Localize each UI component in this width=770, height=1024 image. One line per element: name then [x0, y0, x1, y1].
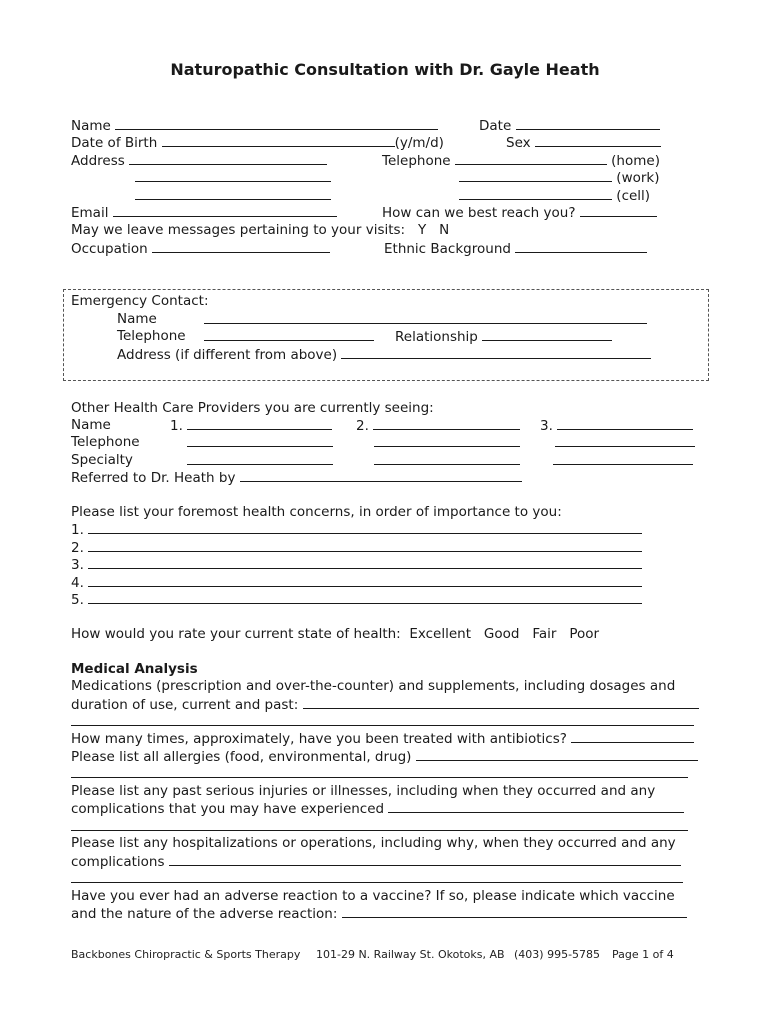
- injuries-field[interactable]: [388, 800, 684, 813]
- occupation-field[interactable]: [152, 240, 330, 253]
- reach-label: How can we best reach you?: [382, 204, 657, 221]
- provider-1-specialty-field[interactable]: [187, 452, 333, 465]
- emergency-name-line: [204, 311, 647, 328]
- reach-field[interactable]: [580, 204, 657, 217]
- dob-label: Date of Birth (y/m/d): [71, 135, 444, 151]
- sex-field[interactable]: [535, 134, 661, 147]
- medications-text: Medications (prescription and over-the-counter) and supplements, including dosages and: [71, 678, 676, 694]
- rate-health: How would you rate your current state of health: Excellent Good Fair Poor: [71, 626, 600, 642]
- emergency-relationship-label: Relationship: [395, 328, 612, 345]
- address-field-2[interactable]: [135, 169, 331, 182]
- vaccine-text: Have you ever had an adverse reaction to a vaccine? If so, please indicate which vaccine: [71, 888, 675, 904]
- provider-3-specialty-field[interactable]: [553, 452, 693, 465]
- emergency-relationship-field[interactable]: [482, 328, 612, 341]
- provider-1-name: 1.: [170, 417, 332, 434]
- messages-label: May we leave messages pertaining to your visits: Y N: [71, 222, 450, 238]
- concern-field-3[interactable]: [88, 556, 642, 569]
- emergency-address-field[interactable]: [341, 346, 651, 359]
- providers-telephone-label: Telephone: [71, 434, 140, 450]
- no-option[interactable]: N: [439, 222, 450, 238]
- provider-3-telephone: [555, 434, 695, 451]
- sex-label: Sex: [506, 134, 661, 151]
- address-label: Address: [71, 152, 327, 169]
- name-field[interactable]: [115, 117, 438, 130]
- allergies-field[interactable]: [416, 748, 698, 761]
- referred-field[interactable]: [240, 469, 522, 482]
- concern-field-1[interactable]: [88, 521, 642, 534]
- allergies-field-2[interactable]: [71, 765, 688, 778]
- footer-clinic: Backbones Chiropractic & Sports Therapy: [71, 948, 301, 961]
- rate-option-excellent[interactable]: Excellent: [409, 626, 472, 642]
- rate-option-good[interactable]: Good: [483, 626, 520, 642]
- rate-option-fair[interactable]: Fair: [532, 626, 557, 642]
- medications-line: [71, 713, 694, 730]
- provider-3-name: 3.: [540, 417, 693, 434]
- home-phone-field[interactable]: [455, 152, 607, 165]
- medications-field[interactable]: [303, 696, 699, 709]
- occupation-label: Occupation: [71, 240, 330, 257]
- allergies-label: Please list all allergies (food, environmental, drug): [71, 748, 698, 765]
- date-label: Date: [479, 117, 660, 134]
- work-phone-field[interactable]: [459, 169, 612, 182]
- provider-1-name-field[interactable]: [187, 417, 332, 430]
- emergency-name-label: Name: [117, 311, 157, 327]
- dob-field[interactable]: [162, 134, 395, 147]
- concern-item: 4.: [71, 574, 642, 591]
- telephone-label: Telephone (home): [382, 153, 660, 169]
- concern-item: 1.: [71, 521, 642, 538]
- referred-label: Referred to Dr. Heath by: [71, 469, 522, 486]
- yes-option[interactable]: Y: [417, 222, 427, 238]
- concerns-heading: Please list your foremost health concerns, in order of importance to you:: [71, 504, 562, 520]
- provider-1-specialty: [187, 452, 333, 469]
- hospitalizations-field[interactable]: [169, 853, 681, 866]
- provider-3-specialty: [553, 452, 693, 469]
- name-label: Name: [71, 117, 438, 134]
- emergency-telephone-field[interactable]: [204, 328, 374, 341]
- cell-phone: (cell): [459, 187, 650, 204]
- antibiotics-label: How many times, approximately, have you been treated with antibiotics?: [71, 730, 694, 747]
- emergency-telephone-line: [204, 328, 374, 345]
- concern-field-5[interactable]: [88, 591, 642, 604]
- hospitalizations-text: Please list any hospitalizations or operations, including why, when they occurred and any: [71, 835, 676, 851]
- hospitalizations-line: [71, 870, 683, 887]
- work-phone: (work): [459, 169, 660, 186]
- injuries-text-2: complications that you may have experienced: [71, 800, 684, 817]
- emergency-name-field[interactable]: [204, 311, 647, 324]
- ethnic-label: Ethnic Background: [384, 240, 647, 257]
- address-line-2: [135, 169, 331, 186]
- medical-heading: Medical Analysis: [71, 661, 198, 677]
- emergency-heading: Emergency Contact:: [71, 293, 209, 309]
- concern-item: 5.: [71, 591, 642, 608]
- injuries-line: [71, 818, 688, 835]
- medications-text-2: duration of use, current and past:: [71, 696, 699, 713]
- hospitalizations-text-2: complications: [71, 853, 681, 870]
- address-field-1[interactable]: [129, 152, 327, 165]
- provider-1-telephone: [187, 434, 333, 451]
- concern-field-2[interactable]: [88, 539, 642, 552]
- address-field-3[interactable]: [135, 187, 331, 200]
- footer-address: 101-29 N. Railway St. Okotoks, AB: [316, 948, 505, 961]
- provider-1-telephone-field[interactable]: [187, 434, 333, 447]
- providers-specialty-label: Specialty: [71, 452, 133, 468]
- injuries-field-2[interactable]: [71, 818, 688, 831]
- medications-field-2[interactable]: [71, 713, 694, 726]
- ethnic-field[interactable]: [515, 240, 647, 253]
- provider-2-name: 2.: [356, 417, 520, 434]
- providers-name-label: Name: [71, 417, 111, 433]
- provider-3-telephone-field[interactable]: [555, 434, 695, 447]
- provider-3-name-field[interactable]: [557, 417, 693, 430]
- email-label: Email: [71, 204, 337, 221]
- providers-heading: Other Health Care Providers you are currently seeing:: [71, 400, 434, 416]
- provider-2-telephone-field[interactable]: [374, 434, 520, 447]
- provider-2-telephone: [374, 434, 520, 451]
- allergies-line: [71, 765, 688, 782]
- emergency-address-label: Address (if different from above): [117, 346, 651, 363]
- vaccine-text-2: and the nature of the adverse reaction:: [71, 905, 687, 922]
- footer-phone: (403) 995-5785: [514, 948, 601, 961]
- injuries-text: Please list any past serious injuries or illnesses, including when they occurred and any: [71, 783, 656, 799]
- footer-page-number: Page 1 of 4: [612, 948, 674, 961]
- address-line-3: [135, 187, 331, 204]
- page-title: Naturopathic Consultation with Dr. Gayle Heath: [170, 60, 600, 79]
- date-field[interactable]: [516, 117, 660, 130]
- provider-2-specialty: [374, 452, 520, 469]
- vaccine-field[interactable]: [342, 905, 687, 918]
- provider-2-name-field[interactable]: [373, 417, 520, 430]
- concern-item: 2.: [71, 539, 642, 556]
- concern-field-4[interactable]: [88, 574, 642, 587]
- email-field[interactable]: [113, 204, 337, 217]
- provider-2-specialty-field[interactable]: [374, 452, 520, 465]
- concern-item: 3.: [71, 556, 642, 573]
- rate-option-poor[interactable]: Poor: [569, 626, 600, 642]
- hospitalizations-field-2[interactable]: [71, 870, 683, 883]
- antibiotics-field[interactable]: [571, 730, 694, 743]
- cell-phone-field[interactable]: [459, 187, 612, 200]
- emergency-telephone-label: Telephone: [117, 328, 186, 344]
